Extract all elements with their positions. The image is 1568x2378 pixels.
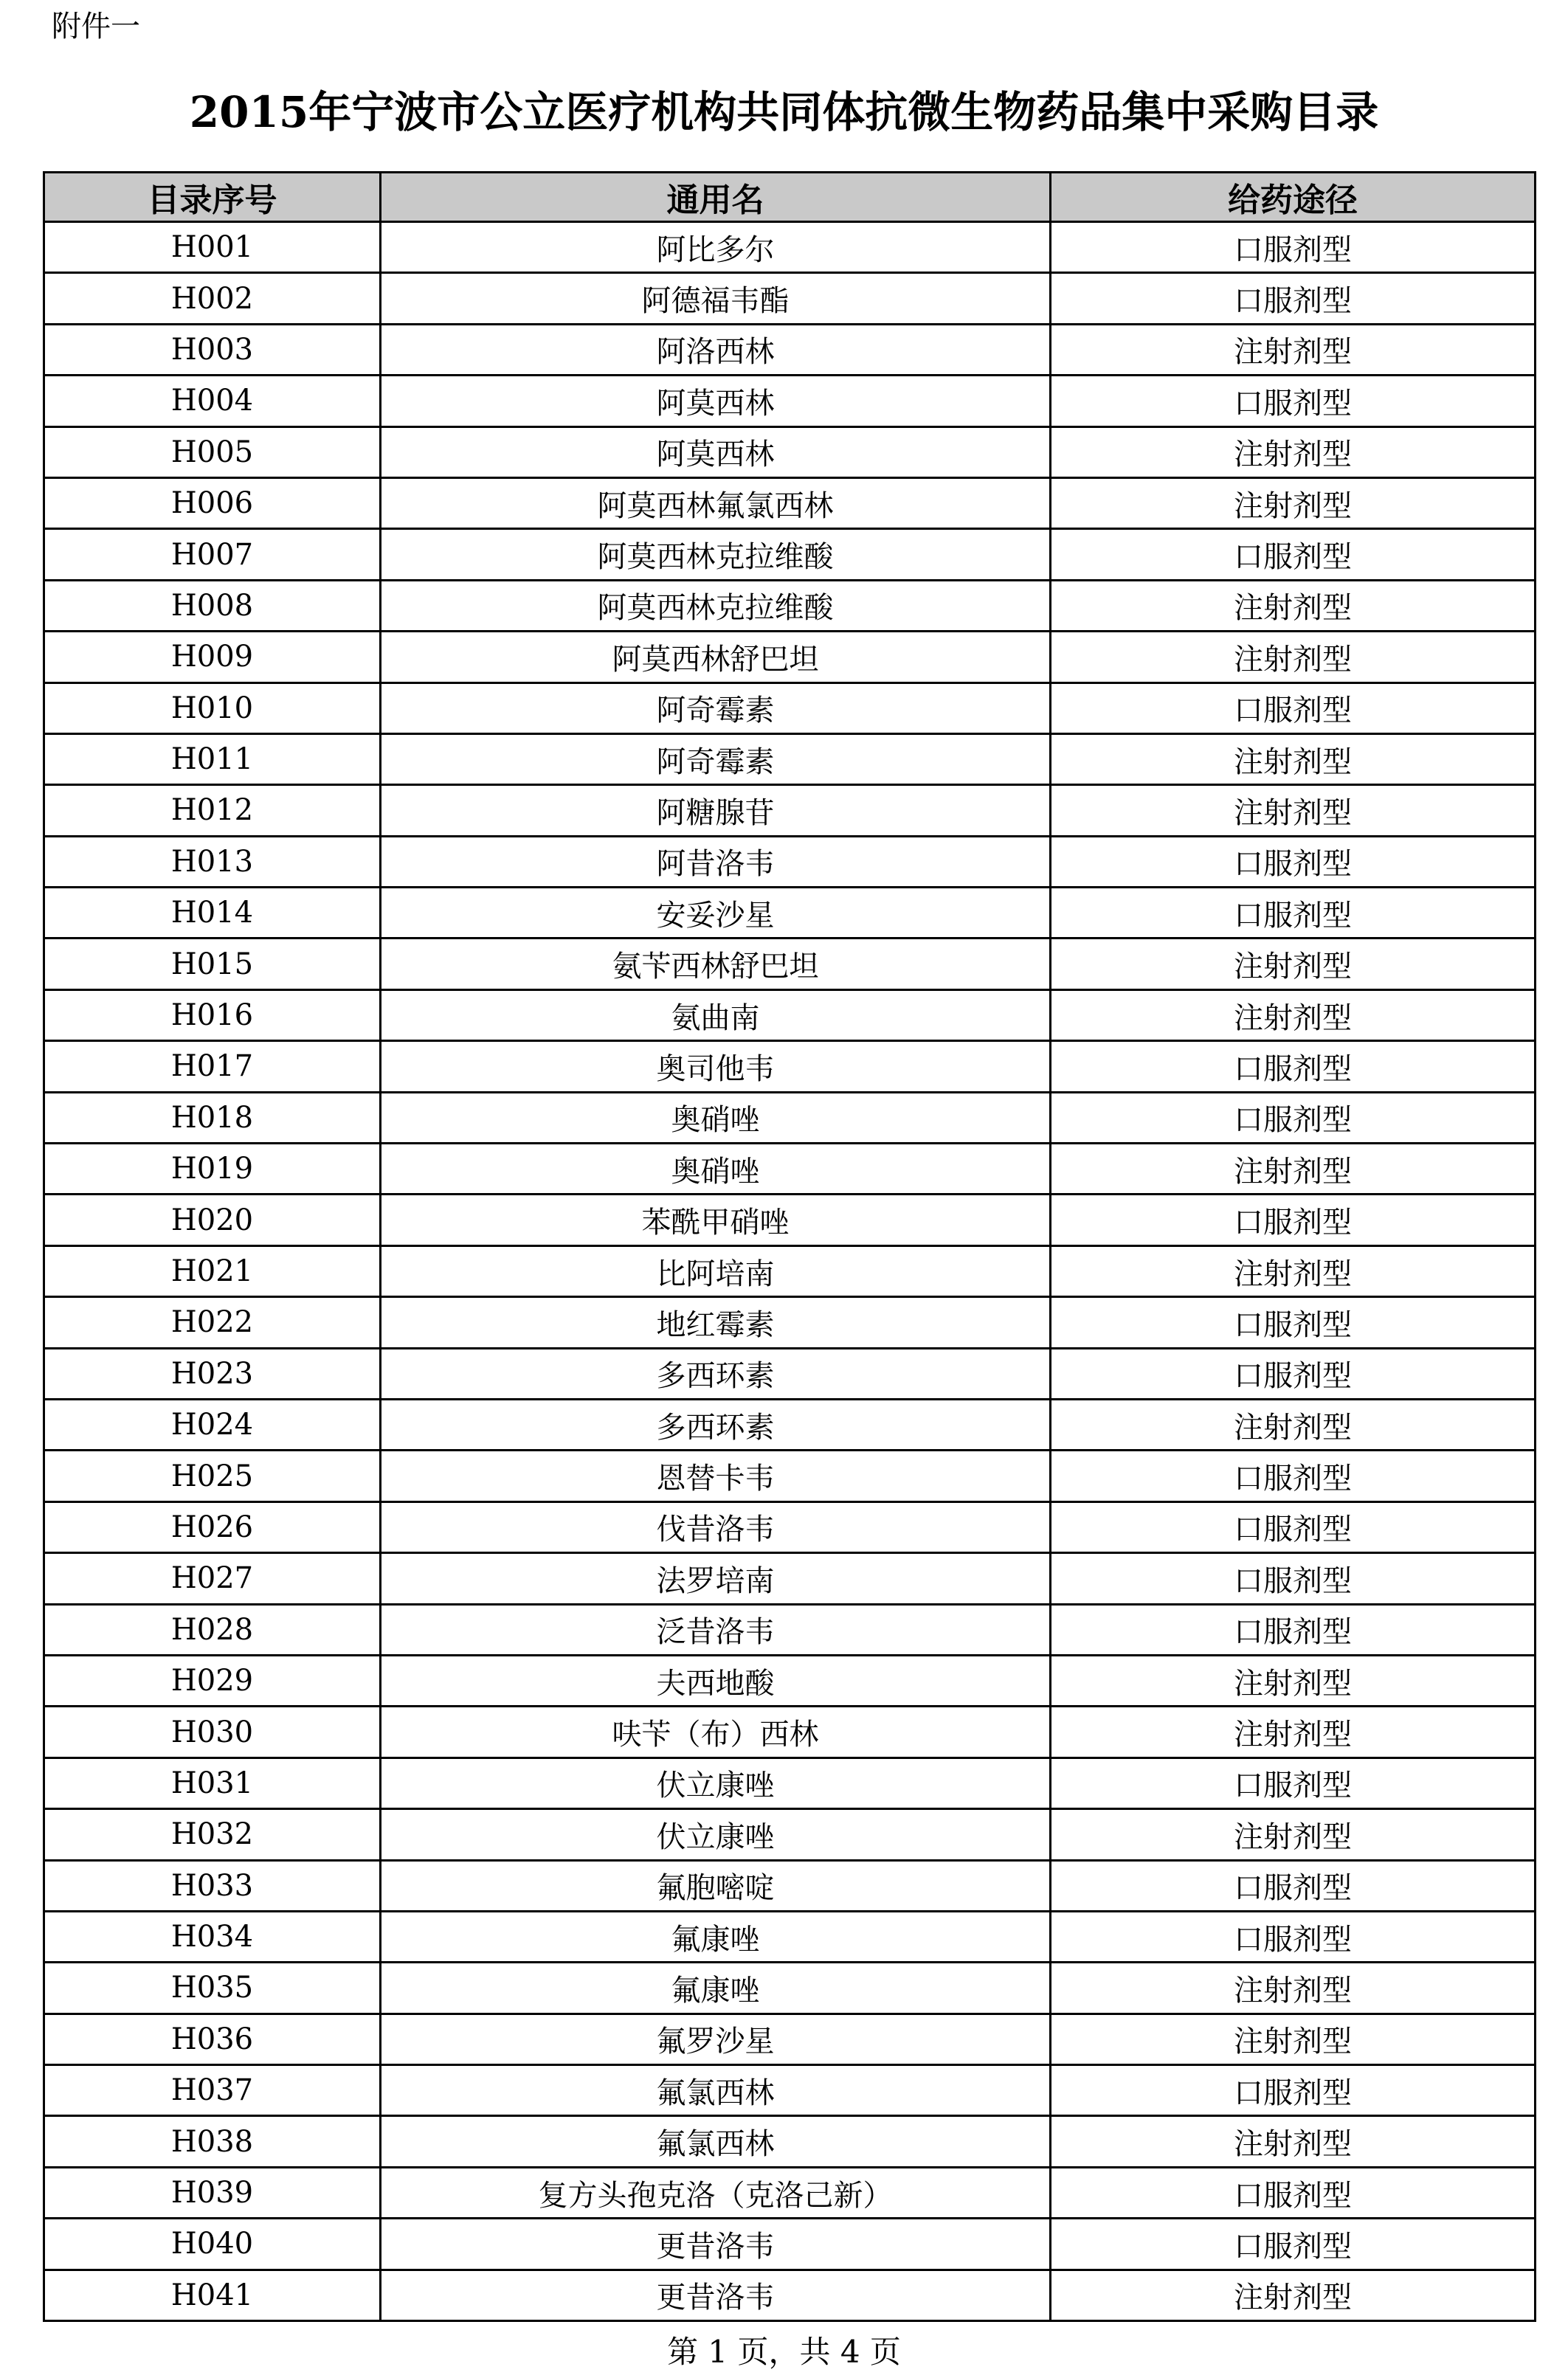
generic-name-cell: 伏立康唑: [381, 1757, 1051, 1808]
table-row: [44, 1707, 1536, 1757]
route-cell: 口服剂型: [1051, 1553, 1536, 1604]
generic-name-cell: 呋苄（布）西林: [381, 1707, 1051, 1757]
column-header-generic-name: 通用名: [381, 173, 1051, 222]
catalog-no-cell: H028: [44, 1604, 381, 1655]
generic-name-cell: 阿洛西林: [381, 324, 1051, 375]
route-cell: 口服剂型: [1051, 273, 1536, 324]
table-row: [44, 1604, 1536, 1655]
catalog-no-cell: H016: [44, 989, 381, 1040]
catalog-table: [43, 171, 1536, 2322]
catalog-no-cell: H020: [44, 1195, 381, 1245]
generic-name-cell: 伐昔洛韦: [381, 1501, 1051, 1552]
catalog-no-cell: H038: [44, 2116, 381, 2167]
table-row: [44, 1297, 1536, 1348]
route-cell: 口服剂型: [1051, 1604, 1536, 1655]
table-row: [44, 1245, 1536, 1296]
attachment-label: 附件一: [52, 10, 140, 44]
generic-name-cell: 阿奇霉素: [381, 733, 1051, 784]
table-row: [44, 1399, 1536, 1450]
route-cell: 口服剂型: [1051, 1451, 1536, 1501]
catalog-no-cell: H041: [44, 2270, 381, 2320]
route-cell: 注射剂型: [1051, 477, 1536, 528]
catalog-no-cell: H035: [44, 1963, 381, 2014]
table-row: [44, 785, 1536, 836]
route-cell: 口服剂型: [1051, 1501, 1536, 1552]
catalog-no-cell: H003: [44, 324, 381, 375]
table-row: [44, 2116, 1536, 2167]
generic-name-cell: 阿莫西林: [381, 426, 1051, 477]
table-header: [44, 173, 1536, 222]
table-row: [44, 682, 1536, 733]
table-row: [44, 939, 1536, 989]
route-cell: 口服剂型: [1051, 1757, 1536, 1808]
generic-name-cell: 地红霉素: [381, 1297, 1051, 1348]
catalog-no-cell: H034: [44, 1911, 381, 1962]
catalog-no-cell: H015: [44, 939, 381, 989]
generic-name-cell: 阿昔洛韦: [381, 836, 1051, 887]
route-cell: 注射剂型: [1051, 733, 1536, 784]
route-cell: 注射剂型: [1051, 785, 1536, 836]
generic-name-cell: 氨苄西林舒巴坦: [381, 939, 1051, 989]
table-row: [44, 1144, 1536, 1195]
table-row: [44, 580, 1536, 631]
table-row: [44, 733, 1536, 784]
generic-name-cell: 氟胞嘧啶: [381, 1860, 1051, 1911]
catalog-no-cell: H018: [44, 1092, 381, 1143]
table-row: [44, 2065, 1536, 2116]
table-row: [44, 1041, 1536, 1092]
route-cell: 口服剂型: [1051, 2065, 1536, 2116]
table-row: [44, 222, 1536, 273]
generic-name-cell: 苯酰甲硝唑: [381, 1195, 1051, 1245]
route-cell: 注射剂型: [1051, 632, 1536, 682]
route-cell: 注射剂型: [1051, 1144, 1536, 1195]
generic-name-cell: 夫西地酸: [381, 1655, 1051, 1706]
catalog-no-cell: H023: [44, 1348, 381, 1399]
generic-name-cell: 阿莫西林: [381, 376, 1051, 426]
route-cell: 口服剂型: [1051, 836, 1536, 887]
catalog-no-cell: H012: [44, 785, 381, 836]
catalog-no-cell: H030: [44, 1707, 381, 1757]
catalog-no-cell: H014: [44, 888, 381, 939]
catalog-no-cell: H008: [44, 580, 381, 631]
catalog-no-cell: H031: [44, 1757, 381, 1808]
table-row: [44, 426, 1536, 477]
generic-name-cell: 氟氯西林: [381, 2065, 1051, 2116]
catalog-no-cell: H007: [44, 529, 381, 580]
generic-name-cell: 更昔洛韦: [381, 2219, 1051, 2270]
table-row: [44, 1451, 1536, 1501]
route-cell: 口服剂型: [1051, 529, 1536, 580]
generic-name-cell: 法罗培南: [381, 1553, 1051, 1604]
table-row: [44, 324, 1536, 375]
route-cell: 注射剂型: [1051, 1809, 1536, 1860]
route-cell: 口服剂型: [1051, 1041, 1536, 1092]
route-cell: 口服剂型: [1051, 682, 1536, 733]
catalog-no-cell: H032: [44, 1809, 381, 1860]
catalog-no-cell: H039: [44, 2167, 381, 2218]
generic-name-cell: 多西环素: [381, 1348, 1051, 1399]
catalog-no-cell: H026: [44, 1501, 381, 1552]
generic-name-cell: 复方头孢克洛（克洛己新）: [381, 2167, 1051, 2218]
route-cell: 注射剂型: [1051, 1707, 1536, 1757]
generic-name-cell: 阿莫西林氟氯西林: [381, 477, 1051, 528]
generic-name-cell: 比阿培南: [381, 1245, 1051, 1296]
catalog-no-cell: H002: [44, 273, 381, 324]
catalog-no-cell: H027: [44, 1553, 381, 1604]
catalog-no-cell: H019: [44, 1144, 381, 1195]
catalog-no-cell: H013: [44, 836, 381, 887]
generic-name-cell: 阿奇霉素: [381, 682, 1051, 733]
generic-name-cell: 奥硝唑: [381, 1144, 1051, 1195]
generic-name-cell: 多西环素: [381, 1399, 1051, 1450]
catalog-no-cell: H004: [44, 376, 381, 426]
catalog-no-cell: H024: [44, 1399, 381, 1450]
table-row: [44, 1553, 1536, 1604]
header-row: [44, 173, 1536, 222]
route-cell: 口服剂型: [1051, 1195, 1536, 1245]
route-cell: 口服剂型: [1051, 376, 1536, 426]
route-cell: 注射剂型: [1051, 939, 1536, 989]
generic-name-cell: 更昔洛韦: [381, 2270, 1051, 2320]
generic-name-cell: 恩替卡韦: [381, 1451, 1051, 1501]
table-row: [44, 1860, 1536, 1911]
route-cell: 口服剂型: [1051, 1348, 1536, 1399]
table-row: [44, 2167, 1536, 2218]
generic-name-cell: 阿糖腺苷: [381, 785, 1051, 836]
table-row: [44, 477, 1536, 528]
table-row: [44, 1911, 1536, 1962]
table-row: [44, 1809, 1536, 1860]
catalog-no-cell: H036: [44, 2014, 381, 2064]
table-row: [44, 273, 1536, 324]
route-cell: 口服剂型: [1051, 2167, 1536, 2218]
column-header-route: 给药途径: [1051, 173, 1536, 222]
route-cell: 口服剂型: [1051, 2219, 1536, 2270]
table-row: [44, 2014, 1536, 2064]
generic-name-cell: 氟康唑: [381, 1963, 1051, 2014]
table-row: [44, 529, 1536, 580]
catalog-no-cell: H001: [44, 222, 381, 273]
generic-name-cell: 氨曲南: [381, 989, 1051, 1040]
table-row: [44, 1195, 1536, 1245]
table-row: [44, 836, 1536, 887]
page-title: 2015年宁波市公立医疗机构共同体抗微生物药品集中采购目录: [189, 87, 1379, 137]
catalog-no-cell: H011: [44, 733, 381, 784]
route-cell: 口服剂型: [1051, 1860, 1536, 1911]
catalog-no-cell: H009: [44, 632, 381, 682]
table-row: [44, 1655, 1536, 1706]
generic-name-cell: 伏立康唑: [381, 1809, 1051, 1860]
table-row: [44, 632, 1536, 682]
route-cell: 口服剂型: [1051, 1297, 1536, 1348]
route-cell: 口服剂型: [1051, 1092, 1536, 1143]
table-row: [44, 1963, 1536, 2014]
table-body: [44, 222, 1536, 2321]
generic-name-cell: 安妥沙星: [381, 888, 1051, 939]
catalog-no-cell: H037: [44, 2065, 381, 2116]
route-cell: 注射剂型: [1051, 1399, 1536, 1450]
route-cell: 注射剂型: [1051, 426, 1536, 477]
generic-name-cell: 阿莫西林克拉维酸: [381, 580, 1051, 631]
catalog-no-cell: H022: [44, 1297, 381, 1348]
route-cell: 口服剂型: [1051, 222, 1536, 273]
route-cell: 注射剂型: [1051, 2116, 1536, 2167]
route-cell: 注射剂型: [1051, 2270, 1536, 2320]
catalog-no-cell: H021: [44, 1245, 381, 1296]
table-row: [44, 1757, 1536, 1808]
route-cell: 注射剂型: [1051, 989, 1536, 1040]
table-row: [44, 1348, 1536, 1399]
table-row: [44, 2270, 1536, 2320]
catalog-no-cell: H006: [44, 477, 381, 528]
catalog-no-cell: H010: [44, 682, 381, 733]
table-row: [44, 2219, 1536, 2270]
generic-name-cell: 阿比多尔: [381, 222, 1051, 273]
column-header-catalog-no: 目录序号: [44, 173, 381, 222]
catalog-no-cell: H005: [44, 426, 381, 477]
route-cell: 注射剂型: [1051, 1655, 1536, 1706]
route-cell: 注射剂型: [1051, 580, 1536, 631]
catalog-no-cell: H025: [44, 1451, 381, 1501]
generic-name-cell: 氟罗沙星: [381, 2014, 1051, 2064]
table-row: [44, 989, 1536, 1040]
generic-name-cell: 氟氯西林: [381, 2116, 1051, 2167]
generic-name-cell: 阿莫西林舒巴坦: [381, 632, 1051, 682]
generic-name-cell: 阿莫西林克拉维酸: [381, 529, 1051, 580]
route-cell: 注射剂型: [1051, 1245, 1536, 1296]
generic-name-cell: 泛昔洛韦: [381, 1604, 1051, 1655]
catalog-no-cell: H029: [44, 1655, 381, 1706]
route-cell: 注射剂型: [1051, 1963, 1536, 2014]
route-cell: 注射剂型: [1051, 2014, 1536, 2064]
catalog-no-cell: H040: [44, 2219, 381, 2270]
generic-name-cell: 氟康唑: [381, 1911, 1051, 1962]
table-row: [44, 376, 1536, 426]
route-cell: 口服剂型: [1051, 888, 1536, 939]
table-row: [44, 1092, 1536, 1143]
catalog-no-cell: H017: [44, 1041, 381, 1092]
generic-name-cell: 奥硝唑: [381, 1092, 1051, 1143]
page-footer: 第 1 页，共 4 页: [667, 2334, 901, 2370]
table-row: [44, 1501, 1536, 1552]
table-row: [44, 888, 1536, 939]
generic-name-cell: 阿德福韦酯: [381, 273, 1051, 324]
generic-name-cell: 奥司他韦: [381, 1041, 1051, 1092]
route-cell: 口服剂型: [1051, 1911, 1536, 1962]
route-cell: 注射剂型: [1051, 324, 1536, 375]
catalog-no-cell: H033: [44, 1860, 381, 1911]
